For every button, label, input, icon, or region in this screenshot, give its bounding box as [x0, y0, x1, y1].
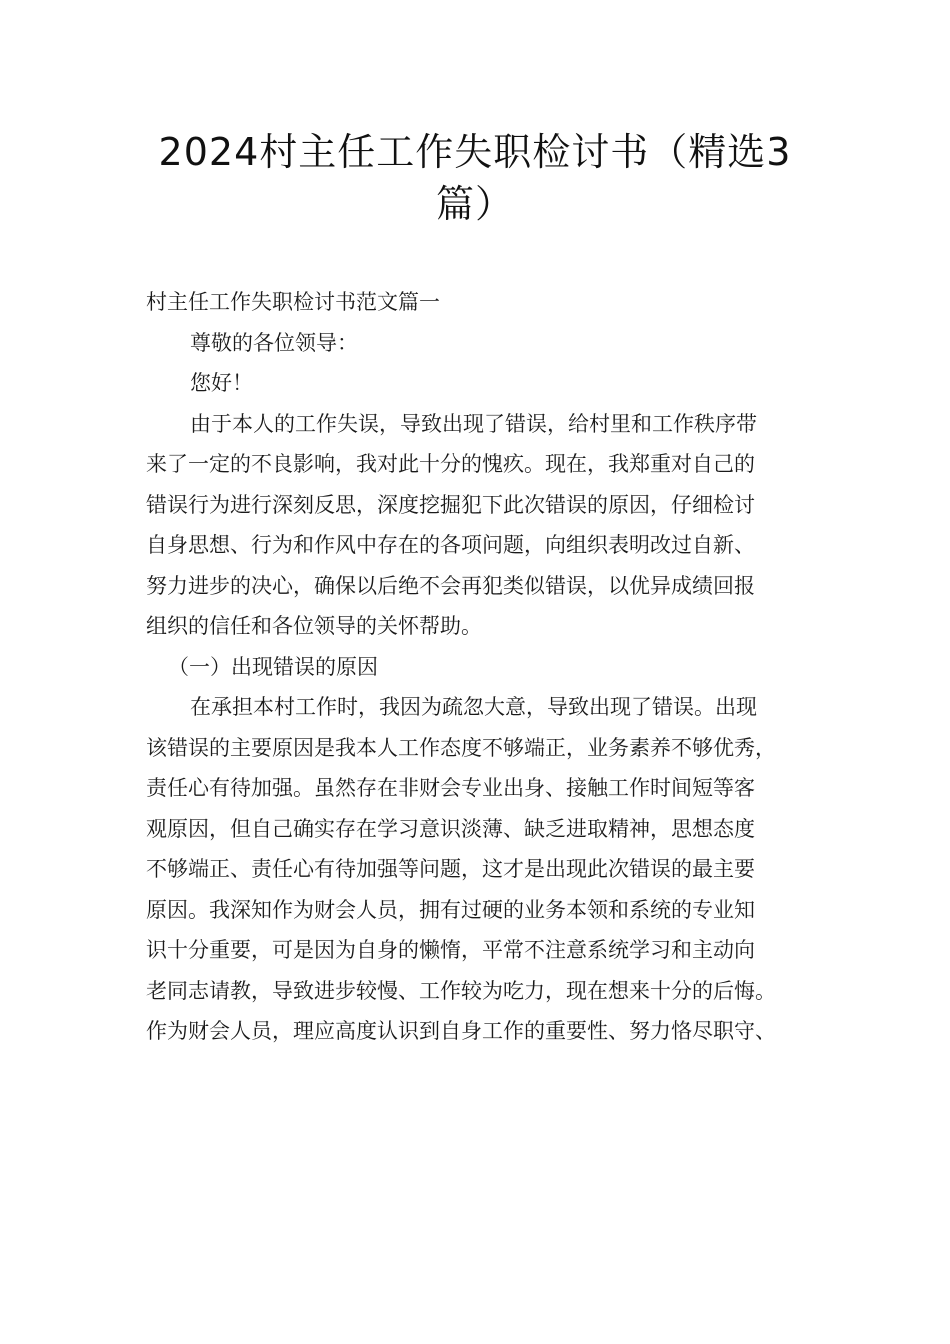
paragraph-1-line: 错误行为进行深刻反思，深度挖掘犯下此次错误的原因，仔细检讨	[146, 492, 755, 517]
title-line-2: 篇）	[435, 182, 514, 226]
title-line-1: 2024村主任工作失职检讨书（精选3	[158, 130, 792, 174]
paragraph-2-line: 识十分重要，可是因为自身的懒惰，平常不注意系统学习和主动向	[146, 938, 755, 962]
paragraph-1-line: 努力进步的决心，确保以后绝不会再犯类似错误，以优异成绩回报	[146, 573, 755, 598]
greeting: 您好！	[190, 371, 253, 395]
paragraph-2-line: 观原因，但自己确实存在学习意识淡薄、缺乏进取精神，思想态度	[146, 816, 755, 841]
paragraph-2-line: 作为财会人员，理应高度认识到自身工作的重要性、努力恪尽职守、	[146, 1019, 776, 1043]
document-body	[146, 282, 826, 1052]
paragraph-1	[146, 404, 826, 647]
paragraph-1-line: 自身思想、行为和作风中存在的各项问题，向组织表明改过自新、	[146, 533, 755, 557]
section-heading-1: （一）出现错误的原因	[168, 654, 378, 679]
salutation: 尊敬的各位领导：	[190, 330, 358, 355]
paragraph-2-line: 原因。我深知作为财会人员，拥有过硬的业务本领和系统的专业知	[146, 897, 755, 922]
paragraph-2-line: 老同志请教，导致进步较慢、工作较为吃力，现在想来十分的后悔。	[146, 978, 776, 1003]
paragraph-2-line: 不够端正、责任心有待加强等问题，这才是出现此次错误的最主要	[146, 857, 755, 881]
paragraph-2-line: 在承担本村工作时，我因为疏忽大意，导致出现了错误。出现	[190, 695, 757, 719]
article-subtitle: 村主任工作失职检讨书范文篇一	[146, 290, 440, 314]
paragraph-2-line: 责任心有待加强。虽然存在非财会专业出身、接触工作时间短等客	[146, 776, 755, 800]
paragraph-1-line: 组织的信任和各位领导的关怀帮助。	[146, 614, 482, 638]
paragraph-1-line: 由于本人的工作失误，导致出现了错误，给村里和工作秩序带	[190, 411, 757, 436]
document-title	[100, 126, 850, 230]
paragraph-2	[146, 687, 826, 1052]
paragraph-1-line: 来了一定的不良影响，我对此十分的愧疚。现在，我郑重对自己的	[146, 452, 755, 476]
paragraph-2-line: 该错误的主要原因是我本人工作态度不够端正，业务素养不够优秀，	[146, 735, 776, 760]
